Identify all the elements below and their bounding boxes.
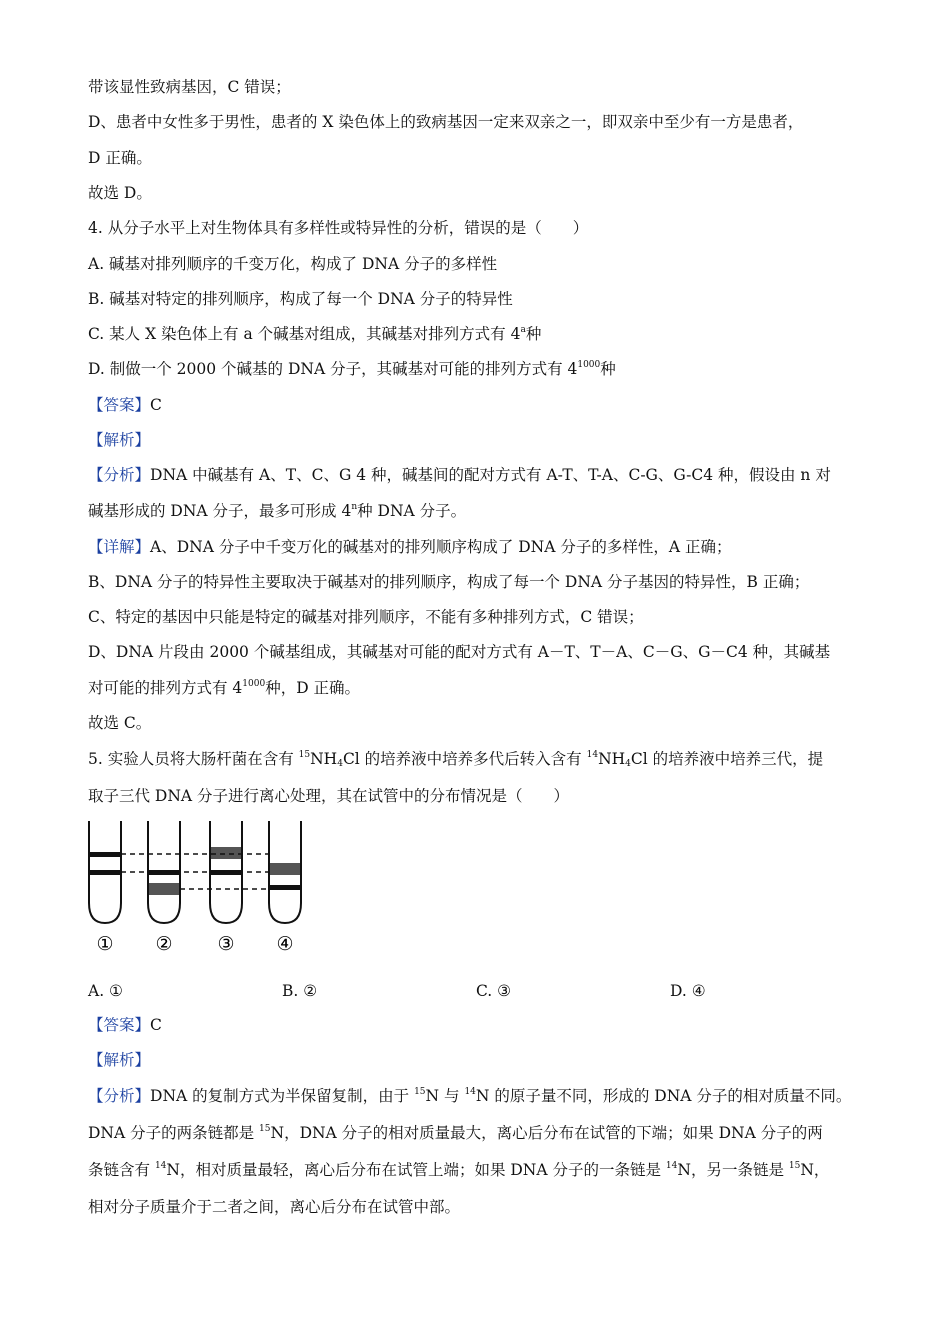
text-line: 故选 D。 [88, 184, 152, 202]
analysis-4-line-1: 【分析】DNA 中碱基有 A、T、C、G 4 种，碱基间的配对方式有 A-T、T-A、C-G、G-C4 种，假设由 n 对 [88, 466, 831, 484]
answer-5: 【答案】C [88, 1016, 162, 1034]
question-5-option-a: A. ① [88, 982, 123, 1000]
question-4-option-a: A. 碱基对排列顺序的千变万化，构成了 DNA 分子的多样性 [88, 255, 498, 273]
detail-4-line-1: 【详解】A、DNA 分子中千变万化的碱基对的排列顺序构成了 DNA 分子的多样性，A 正确； [88, 538, 732, 556]
analysis-5-line-2: DNA 分子的两条链都是 $^{15}$N，DNA 分子的相对质量最大，离心后分布在试管的下端；如果 DNA 分子的两 [88, 1124, 823, 1142]
test-tubes-figure [86, 818, 316, 958]
detail-4-line-2: B、DNA 分子的特异性主要取决于碱基对的排列顺序，构成了每一个 DNA 分子基因的特异性，B 正确； [88, 573, 810, 591]
text-line: 带该显性致病基因，C 错误； [88, 78, 291, 96]
detail-4-line-4: D、DNA 片段由 2000 个碱基组成，其碱基对可能的配对方式有 A－T、T－A、C－G、G－C4 种，其碱基 [88, 643, 831, 661]
question-4-option-b: B. 碱基对特定的排列顺序，构成了每一个 DNA 分子的特异性 [88, 290, 513, 308]
answer-4: 【答案】C [88, 396, 162, 414]
text-line: D 正确。 [88, 149, 152, 167]
tube-4 [269, 821, 301, 923]
question-4-stem: 4. 从分子水平上对生物体具有多样性或特异性的分析，错误的是（ ） [88, 219, 589, 237]
question-5-option-d: D. ④ [670, 982, 706, 1000]
question-5-stem-2: 取子三代 DNA 分子进行离心处理，其在试管中的分布情况是（ ） [88, 787, 570, 805]
dashed-guides [121, 854, 269, 889]
analysis-5-line-4: 相对分子质量介于二者之间，离心后分布在试管中部。 [88, 1198, 461, 1216]
question-5-option-b: B. ② [282, 982, 318, 1000]
conclusion-4: 故选 C。 [88, 714, 152, 732]
question-4-option-d: D. 制做一个 2000 个碱基的 DNA 分子，其碱基对可能的排列方式有 $4^{1000}$种 [88, 360, 616, 378]
tube-label-4: ④ [276, 933, 294, 955]
analysis-5-line-3: 条链含有 $^{14}$N，相对质量最轻，离心后分布在试管上端；如果 DNA 分子的一条链是 $^{14}$N，另一条链是 $^{15}$N， [88, 1161, 830, 1179]
tube-label-1: ① [96, 933, 114, 955]
tube-label-2: ② [155, 933, 173, 955]
question-4-option-c: C. 某人 X 染色体上有 a 个碱基对组成，其碱基对排列方式有 4$^a$种 [88, 325, 542, 343]
analysis-4-line-2: 碱基形成的 DNA 分子，最多可形成 4$^n$种 DNA 分子。 [88, 502, 467, 520]
analysis-5-line-1: 【分析】DNA 的复制方式为半保留复制，由于 $^{15}$N 与 $^{14}$N 的原子量不同，形成的 DNA 分子的相对质量不同。 [88, 1087, 852, 1105]
tube-1 [89, 821, 121, 923]
question-5-option-c: C. ③ [476, 982, 512, 1000]
text-line: D、患者中女性多于男性，患者的 X 染色体上的致病基因一定来双亲之一，即双亲中至少有一方是患者， [88, 113, 804, 131]
analysis-heading: 【解析】 [88, 431, 151, 449]
detail-4-line-3: C、特定的基因中只能是特定的碱基对排列顺序，不能有多种排列方式，C 错误； [88, 608, 644, 626]
detail-4-line-5: 对可能的排列方式有 $4^{1000}$种，D 正确。 [88, 679, 361, 697]
question-5-stem-1: 5. 实验人员将大肠杆菌在含有 $^{15}NH_4Cl$ 的培养液中培养多代后转入含有 $^{14}NH_4Cl$ 的培养液中培养三代，提 [88, 750, 824, 769]
tube-label-3: ③ [217, 933, 235, 955]
analysis-heading: 【解析】 [88, 1051, 151, 1069]
